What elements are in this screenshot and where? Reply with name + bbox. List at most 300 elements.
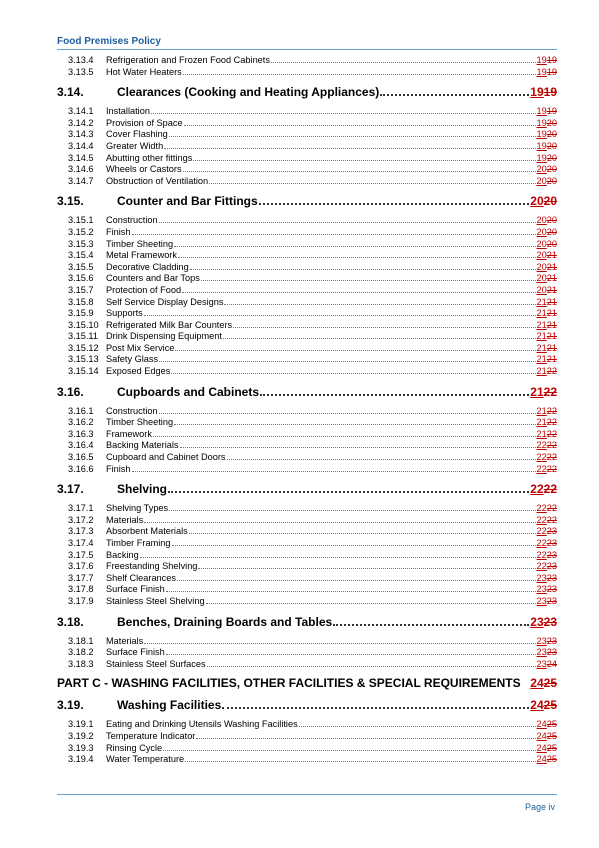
toc-number: 3.15.12 (68, 342, 99, 353)
toc-title: Materials (106, 635, 144, 646)
page-number-inserted: 20 (536, 226, 547, 237)
toc-number: 3.16.3 (68, 428, 94, 439)
toc-title: Timber Sheeting (106, 238, 174, 249)
toc-entry[interactable] (57, 503, 557, 515)
page-number-inserted: 22 (530, 482, 544, 497)
page-number-inserted: 22 (536, 503, 547, 514)
page-number-deleted: 25 (546, 742, 557, 753)
page-number-deleted: 24 (546, 658, 557, 669)
page-number-deleted: 22 (543, 384, 557, 399)
toc-entry[interactable] (57, 250, 557, 262)
page-number-deleted: 20 (546, 175, 557, 186)
toc-entry[interactable] (57, 515, 557, 527)
toc-title: Surface Finish (106, 647, 165, 658)
toc-page-number (537, 308, 557, 320)
page-number-deleted: 23 (546, 549, 557, 560)
page-number-inserted: 23 (536, 647, 547, 658)
toc-number: 3.19.2 (68, 730, 94, 741)
toc-title: Hot Water Heaters (106, 66, 182, 77)
page-number-deleted: 20 (546, 140, 557, 151)
page-number-inserted: 20 (536, 273, 547, 284)
page-number-deleted: 21 (546, 284, 557, 295)
page-number-inserted: 21 (530, 384, 544, 399)
toc-title: Abutting other fittings (106, 152, 193, 163)
dot-leader (299, 719, 536, 727)
dot-leader (153, 429, 536, 437)
page-number-deleted: 22 (546, 503, 557, 514)
toc-entry[interactable] (57, 297, 557, 309)
toc-title: Shelving (117, 482, 168, 497)
toc-page-number (537, 515, 557, 527)
dot-leader (172, 538, 536, 546)
toc-entry[interactable] (57, 366, 557, 378)
toc-entry[interactable] (57, 659, 557, 671)
page-number-inserted: 21 (536, 308, 547, 319)
toc-title: Water Temperature (106, 754, 185, 765)
toc-title: Backing Materials (106, 440, 179, 451)
toc-entry[interactable] (57, 308, 557, 320)
dot-leader (196, 731, 535, 739)
toc-page-number (537, 561, 557, 573)
toc-entry[interactable] (57, 215, 557, 227)
toc-number: 3.17.5 (68, 549, 94, 560)
toc-section[interactable] (57, 193, 557, 209)
page-number-inserted: 21 (536, 428, 547, 439)
toc-title: Obstruction of Ventilation (106, 175, 209, 186)
toc-entry[interactable] (57, 354, 557, 366)
toc-title: Surface Finish (106, 584, 165, 595)
dot-leader (159, 215, 536, 223)
page-number-inserted: 19 (536, 140, 547, 151)
toc-page-number (537, 429, 557, 441)
toc-number: 3.14. (57, 85, 84, 100)
toc-number: 3.17.1 (68, 503, 94, 514)
dot-leader (180, 440, 536, 448)
page-number-deleted: 19 (546, 55, 557, 65)
toc-page-number (530, 676, 557, 691)
toc-title: Washing Facilities (117, 698, 222, 713)
toc-number: 3.18.1 (68, 635, 94, 646)
toc-entry[interactable] (57, 464, 557, 476)
page-number-deleted: 21 (546, 250, 557, 261)
dot-leader (182, 285, 535, 293)
dot-leader (223, 331, 536, 339)
toc-title: Cupboards and Cabinets (117, 384, 260, 399)
toc-number: 3.17.6 (68, 561, 94, 572)
dot-leader (159, 354, 535, 362)
toc-number: 3.14.2 (68, 117, 94, 128)
toc-title: Construction (106, 405, 158, 416)
toc-number: 3.15.13 (68, 354, 99, 365)
toc-entry[interactable] (57, 596, 557, 608)
page-number-deleted: 23 (546, 584, 557, 595)
toc-title: Stainless Steel Surfaces (106, 658, 206, 669)
page-number-inserted: 20 (536, 250, 547, 261)
toc-entry[interactable] (57, 743, 557, 755)
page-number-inserted: 23 (536, 572, 547, 583)
dot-leader (271, 55, 536, 63)
page-number-deleted: 25 (546, 730, 557, 741)
page-number-inserted: 22 (536, 526, 547, 537)
page-number-inserted: 22 (536, 463, 547, 474)
toc-number: 3.14.6 (68, 164, 94, 175)
toc-entry[interactable] (57, 67, 557, 79)
toc-number: 3.17.9 (68, 595, 94, 606)
dot-leader (175, 343, 535, 351)
toc-section[interactable] (57, 614, 557, 630)
page-number-inserted: 23 (530, 614, 544, 629)
toc-number: 3.16. (57, 384, 84, 399)
toc-number: 3.18.3 (68, 658, 94, 669)
dot-leader (163, 743, 535, 751)
page-number-deleted: 22 (546, 405, 557, 416)
toc-number: 3.15.3 (68, 238, 94, 249)
toc-number: 3.16.1 (68, 405, 94, 416)
page-number-deleted: 21 (546, 308, 557, 319)
toc-entry[interactable] (57, 417, 557, 429)
toc-entry[interactable] (57, 343, 557, 355)
dot-leader (259, 193, 530, 205)
toc-title: Framework (106, 428, 152, 439)
toc-page-number (537, 354, 557, 366)
page-number-deleted: 23 (546, 595, 557, 606)
toc-title: Cupboard and Cabinet Doors (106, 452, 226, 463)
dot-leader (209, 176, 535, 184)
page-number-deleted: 21 (546, 342, 557, 353)
toc-page-number (537, 320, 557, 332)
page-number-inserted: 24 (530, 676, 544, 691)
toc-title: Finish (106, 463, 131, 474)
toc-title: Supports (106, 308, 143, 319)
dot-leader (164, 141, 535, 149)
toc-number: 3.19.3 (68, 742, 94, 753)
toc-page-number (537, 743, 557, 755)
toc-page-number (530, 85, 557, 100)
dot-leader (166, 584, 536, 592)
dot-leader (222, 697, 529, 709)
toc-title: Rinsing Cycle (106, 742, 163, 753)
page-number-inserted: 23 (536, 595, 547, 606)
toc-number: 3.16.5 (68, 452, 94, 463)
dot-leader (380, 84, 529, 96)
toc-entry[interactable] (57, 176, 557, 188)
toc-number: 3.17.7 (68, 572, 94, 583)
dot-leader (224, 297, 535, 305)
toc-title: PART C - WASHING FACILITIES, OTHER FACILITIES & SPECIAL REQUIREMENTS (57, 676, 521, 691)
toc-page-number (537, 153, 557, 165)
toc-page-number (537, 452, 557, 464)
page-number-deleted: 20 (546, 215, 557, 226)
dot-leader (132, 227, 536, 235)
page-number-inserted: 22 (536, 561, 547, 572)
toc-page-number (537, 285, 557, 297)
toc-number: 3.19.1 (68, 719, 94, 730)
page-number-deleted: 25 (543, 698, 557, 713)
page-number-deleted: 22 (546, 417, 557, 428)
page-number-deleted: 20 (546, 152, 557, 163)
toc-page-number (537, 250, 557, 262)
toc-title: Timber Framing (106, 538, 171, 548)
toc-section[interactable] (57, 481, 557, 497)
page-number-deleted: 23 (543, 614, 557, 629)
page-number-deleted: 19 (543, 85, 557, 100)
dot-leader (166, 647, 536, 655)
page-number-inserted: 21 (536, 366, 547, 377)
toc-entry[interactable] (57, 526, 557, 538)
toc-page-number (537, 464, 557, 476)
toc-entry[interactable] (57, 754, 557, 766)
toc-entry[interactable] (57, 538, 557, 550)
toc-title: Temperature Indicator (106, 730, 196, 741)
toc-section[interactable] (57, 84, 557, 100)
toc-number: 3.14.4 (68, 140, 94, 151)
toc-entry[interactable] (57, 561, 557, 573)
toc-title: Safety Glass (106, 354, 159, 365)
page-number-inserted: 24 (530, 698, 544, 713)
toc-title: Backing (106, 549, 139, 560)
toc-entry[interactable] (57, 550, 557, 562)
page-number-inserted: 22 (536, 549, 547, 560)
toc-entry[interactable] (57, 584, 557, 596)
toc-title: Post Mix Service (106, 342, 175, 353)
page-number-deleted: 23 (546, 561, 557, 572)
toc-number: 3.19.4 (68, 754, 94, 765)
toc-page-number (537, 106, 557, 118)
toc-page-number (537, 67, 557, 79)
page-number-deleted: 21 (546, 261, 557, 272)
page-number-inserted: 21 (536, 296, 547, 307)
toc-title: Wheels or Castors (106, 164, 182, 175)
dot-leader (183, 67, 536, 75)
toc-title: Shelf Clearances (106, 572, 176, 583)
toc-entry[interactable] (57, 440, 557, 452)
dot-leader (177, 573, 536, 581)
page-number-deleted: 25 (546, 719, 557, 730)
dot-leader (132, 464, 536, 472)
page-number: Page iv (524, 802, 555, 812)
toc-page-number (537, 526, 557, 538)
toc-entry[interactable] (57, 141, 557, 153)
toc-entry[interactable] (57, 331, 557, 343)
page-number-deleted: 19 (546, 106, 557, 117)
toc-title: Exposed Edges (106, 366, 171, 377)
toc-entry[interactable] (57, 164, 557, 176)
toc-page-number (537, 343, 557, 355)
toc-page-number (530, 615, 557, 630)
page-number-inserted: 22 (536, 440, 547, 451)
page-number-inserted: 21 (536, 405, 547, 416)
toc-number: 3.15.4 (68, 250, 94, 261)
toc-entry[interactable] (57, 153, 557, 165)
toc-page-number (537, 647, 557, 659)
toc-number: 3.14.7 (68, 175, 94, 186)
toc-section[interactable] (57, 384, 557, 400)
toc-title: Cover Flashing (106, 129, 168, 140)
toc-number: 3.15.6 (68, 273, 94, 284)
dot-leader (140, 550, 536, 558)
page-number-inserted: 19 (536, 66, 547, 77)
page-number-inserted: 24 (536, 742, 547, 753)
dot-leader (189, 526, 536, 534)
dot-leader (168, 481, 529, 493)
toc-number: 3.15.10 (68, 319, 99, 330)
toc-number: 3.15.1 (68, 215, 94, 226)
toc-entry[interactable] (57, 285, 557, 297)
table-of-contents (57, 55, 557, 766)
page-number-deleted: 22 (546, 452, 557, 463)
toc-entry[interactable] (57, 106, 557, 118)
dot-leader (174, 417, 535, 425)
toc-page-number (537, 273, 557, 285)
dot-leader (185, 754, 535, 762)
toc-title: Refrigeration and Frozen Food Cabinets (106, 55, 270, 65)
dot-leader (201, 273, 536, 281)
toc-page-number (537, 659, 557, 671)
page-number-inserted: 24 (536, 730, 547, 741)
toc-page-number (537, 227, 557, 239)
toc-page-number (537, 141, 557, 153)
toc-page-number (537, 331, 557, 343)
page-number-deleted: 25 (543, 676, 557, 691)
page-number-inserted: 19 (536, 55, 547, 65)
page-number-deleted: 25 (546, 754, 557, 765)
page-number-deleted: 20 (546, 117, 557, 128)
toc-part[interactable] (57, 676, 557, 691)
toc-title: Refrigerated Milk Bar Counters (106, 319, 233, 330)
page-number-inserted: 24 (536, 754, 547, 765)
toc-page-number (537, 636, 557, 648)
page-number-deleted: 22 (546, 463, 557, 474)
toc-title: Counter and Bar Fittings (117, 194, 258, 209)
toc-entry[interactable] (57, 429, 557, 441)
toc-number: 3.18. (57, 614, 84, 629)
toc-number: 3.15. (57, 194, 84, 209)
toc-page-number (537, 573, 557, 585)
toc-section[interactable] (57, 697, 557, 713)
toc-entry[interactable] (57, 636, 557, 648)
toc-entry[interactable] (57, 262, 557, 274)
toc-entry[interactable] (57, 239, 557, 251)
toc-title: Decorative Cladding (106, 261, 189, 272)
page-number-inserted: 20 (536, 284, 547, 295)
page-number-inserted: 21 (536, 319, 547, 330)
toc-page-number (537, 538, 557, 550)
page-number-inserted: 21 (536, 342, 547, 353)
dot-leader (198, 561, 535, 569)
toc-title: Greater Width (106, 140, 164, 151)
toc-entry[interactable] (57, 320, 557, 332)
toc-entry[interactable] (57, 273, 557, 285)
toc-title: Finish (106, 226, 131, 237)
page-number-deleted: 23 (546, 538, 557, 548)
header-title: Food Premises Policy (57, 36, 161, 47)
toc-title: Protection of Food (106, 284, 182, 295)
page-number-deleted: 22 (546, 514, 557, 525)
dot-leader (169, 129, 536, 137)
page-number-inserted: 19 (536, 106, 547, 117)
page-number-deleted: 23 (546, 635, 557, 646)
toc-title: Stainless Steel Shelving (106, 595, 205, 606)
toc-page-number (537, 596, 557, 608)
toc-entry[interactable] (57, 406, 557, 418)
page-number-deleted: 23 (546, 526, 557, 537)
page-number-inserted: 20 (536, 175, 547, 186)
page-number-inserted: 23 (536, 635, 547, 646)
page-number-inserted: 20 (536, 261, 547, 272)
toc-entry[interactable] (57, 573, 557, 585)
toc-number: 3.14.5 (68, 152, 94, 163)
dot-leader (144, 308, 536, 316)
toc-number: 3.15.11 (68, 331, 98, 342)
toc-page-number (537, 406, 557, 418)
toc-title: Absorbent Materials (106, 526, 188, 537)
toc-title: Eating and Drinking Utensils Washing Facilities (106, 719, 298, 730)
toc-title: Construction (106, 215, 158, 226)
toc-number: 3.17.3 (68, 526, 94, 537)
dot-leader (171, 366, 535, 374)
toc-page-number (530, 698, 557, 713)
toc-page-number (537, 55, 557, 67)
page-number-deleted: 21 (546, 354, 557, 365)
dot-leader (190, 262, 536, 270)
page-number-deleted: 21 (546, 273, 557, 284)
toc-number: 3.16.6 (68, 463, 94, 474)
dot-leader (144, 636, 535, 644)
dot-leader (206, 596, 536, 604)
page-number-deleted: 20 (546, 226, 557, 237)
toc-entry[interactable] (57, 719, 557, 731)
page-number-inserted: 19 (536, 152, 547, 163)
page-number-inserted: 24 (536, 719, 547, 730)
page-number-inserted: 21 (536, 417, 547, 428)
toc-page-number (537, 215, 557, 227)
page-number-deleted: 19 (546, 66, 557, 77)
toc-title: Self Service Display Designs (106, 296, 224, 307)
toc-page-number (537, 239, 557, 251)
toc-title: Timber Sheeting (106, 417, 174, 428)
dot-leader (151, 106, 536, 114)
toc-page-number (530, 194, 557, 209)
toc-entry[interactable] (57, 452, 557, 464)
dot-leader (169, 503, 535, 511)
page-number-deleted: 22 (543, 482, 557, 497)
page-number-inserted: 20 (536, 164, 547, 175)
toc-title: Shelving Types (106, 503, 169, 514)
toc-entry[interactable] (57, 227, 557, 239)
page-number-inserted: 20 (536, 238, 547, 249)
toc-number: 3.19. (57, 698, 84, 713)
dot-leader (183, 164, 536, 172)
dot-leader (227, 452, 536, 460)
toc-page-number (537, 719, 557, 731)
page-number-deleted: 20 (546, 164, 557, 175)
toc-number: 3.18.2 (68, 647, 94, 658)
dot-leader (159, 406, 536, 414)
toc-title: Provision of Space (106, 117, 183, 128)
page-number-inserted: 20 (536, 215, 547, 226)
toc-number: 3.17. (57, 482, 84, 497)
toc-entry[interactable] (57, 647, 557, 659)
toc-number: 3.13.5 (68, 66, 94, 77)
toc-number: 3.17.4 (68, 538, 94, 548)
toc-entry[interactable] (57, 129, 557, 141)
toc-entry[interactable] (57, 55, 557, 67)
toc-title: Benches, Draining Boards and Tables (117, 614, 333, 629)
toc-page-number (537, 366, 557, 378)
toc-page-number (530, 482, 557, 497)
toc-entry[interactable] (57, 118, 557, 130)
toc-entry[interactable] (57, 731, 557, 743)
